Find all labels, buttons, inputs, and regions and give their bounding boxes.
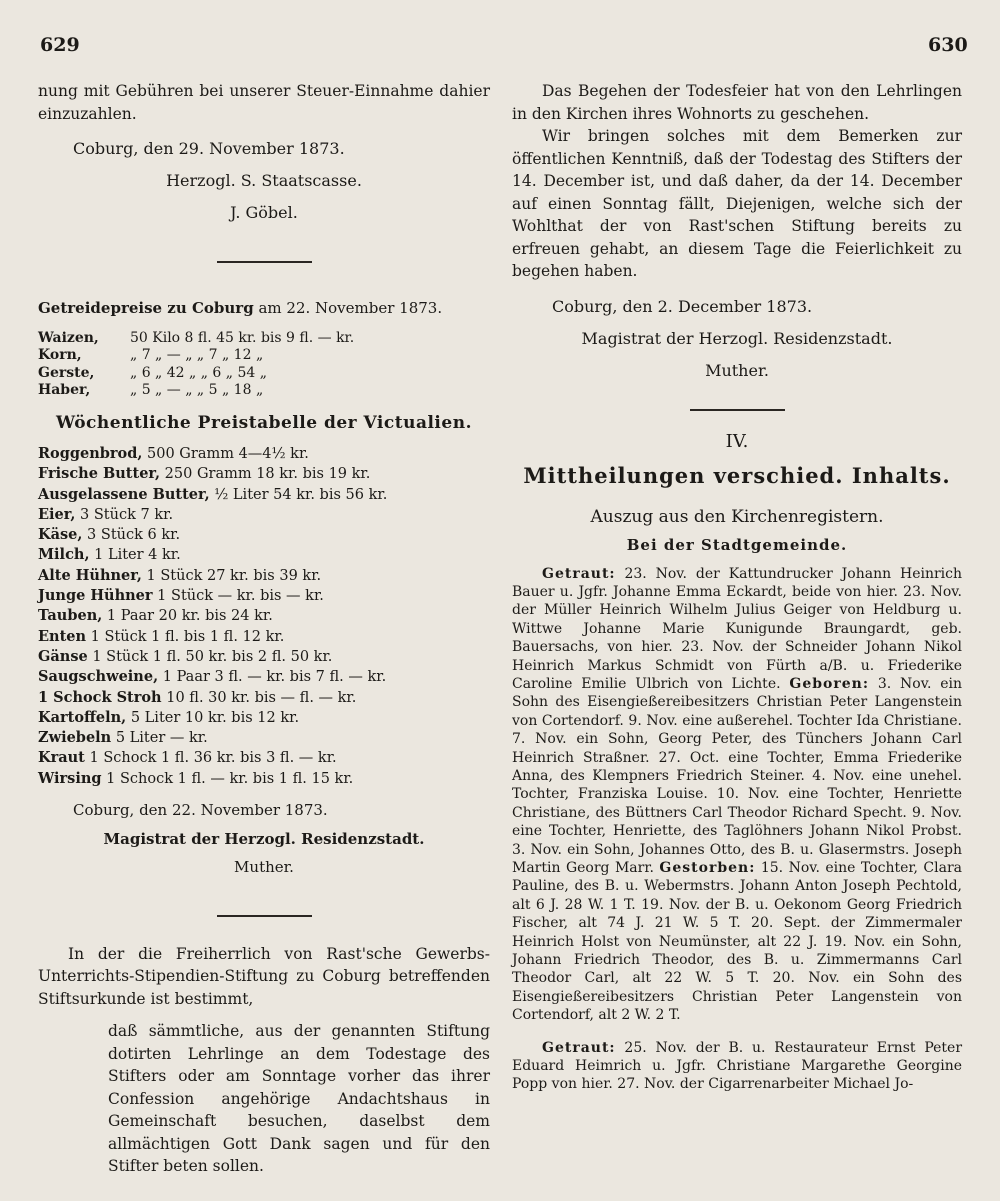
church-register-entry (512, 1039, 962, 1094)
grain-row: Haber, „ 5 „ — „ „ 5 „ 18 „ (38, 382, 264, 398)
victual-item: Ausgelassene Butter, ½ Liter 54 kr. bis 56 kr. (38, 485, 388, 503)
right-column (512, 80, 962, 1094)
victual-item: Kraut 1 Schock 1 fl. 36 kr. bis 3 fl. — kr. (38, 749, 337, 767)
parish-heading: Bei der Stadtgemeinde. (626, 536, 848, 554)
stiftung-paragraph: In der die Freiherrlich von Rast'sche Gewerbs-Unterrichts-Stipendien-Stiftung zu Coburg betreffenden Stiftsurkunde ist bestimmt, (38, 944, 490, 1008)
victual-item: Käse, 3 Stück 6 kr. (38, 526, 181, 544)
section-number: IV. (725, 430, 749, 452)
victual-item: Kartoffeln, 5 Liter 10 kr. bis 12 kr. (38, 708, 300, 726)
date-line: Coburg, den 29. November 1873. (73, 139, 345, 158)
victual-item: 1 Schock Stroh 10 fl. 30 kr. bis — fl. — kr. (38, 688, 357, 706)
grain-row: Waizen, 50 Kilo 8 fl. 45 kr. bis 9 fl. — kr. (38, 329, 355, 346)
left-column (38, 80, 490, 1193)
victual-item: Roggenbrod, 500 Gramm 4—4½ kr. (38, 445, 309, 462)
notice-paragraph: Wir bringen solches mit dem Bemerken zur öffentlichen Kenntniß, daß der Todestag des Stifters der 14. December ist, und daß daher, da der 14. December auf einen Sonntag fällt, Diejenigen, welche sich der Wohlthat der von Rast'schen Stiftung bereits zu erfreuen gehabt, an diesem Tage die Feierlichkeit zu begehen haben. (512, 127, 962, 280)
victual-item: Wirsing 1 Schock 1 fl. — kr. bis 1 fl. 15 kr. (38, 769, 354, 787)
grain-title-date: am 22. November 1873. (258, 299, 443, 317)
grain-row: Korn, „ 7 „ — „ „ 7 „ 12 „ (38, 347, 264, 363)
continuation-paragraph: Das Begehen der Todesfeier hat von den Lehrlingen in den Kirchen ihres Wohnorts zu geschehen. (512, 82, 962, 123)
victual-item: Eier, 3 Stück 7 kr. (38, 505, 174, 523)
victual-item: Frische Butter, 250 Gramm 18 kr. bis 19 kr. (38, 465, 371, 483)
died-label: Gestorben: (659, 860, 756, 876)
born-text: 3. Nov. ein Sohn des Eisengießereibesitzers Christian Peter Langenstein von Cortendorf. 9. Nov. eine außerehel. Tochter Ida Christiane. 7. Nov. ein Sohn, Georg Peter, des Tünchers Johann Carl Heinrich Straßner. 27. Oct. eine Tochter, Emma Friederike Anna, des Klempners Friedrich Steiner. 4. Nov. eine unehel. Tochter, Franziska Louise. 10. Nov. eine Tochter, Henriette Christiane, des Büttners Carl Theodor Richard Specht. 9. Nov. eine Tochter, Henriette, des Taglöhners Johann Nikol Probst. 3. Nov. ein Sohn, Johannes Otto, des B. u. Glasermstrs. Joseph Martin Georg Marr. (512, 675, 962, 876)
grain-title: Getreidepreise zu Coburg (38, 299, 254, 317)
grain-price-table (38, 330, 490, 400)
divider (217, 915, 312, 917)
section-title: Mittheilungen verschied. Inhalts. (523, 463, 951, 488)
signer-name: Muther. (234, 858, 294, 877)
victual-item: Saugschweine, 1 Paar 3 fl. — kr. bis 7 fl. — kr. (38, 668, 387, 686)
divider (217, 261, 312, 263)
married-label: Getraut: (542, 1039, 616, 1056)
victual-item: Junge Hühner 1 Stück — kr. bis — kr. (38, 587, 324, 605)
born-label: Geboren: (789, 675, 870, 692)
died-text: 15. Nov. eine Tochter, Clara Pauline, des B. u. Webermstrs. Johann Anton Joseph Pechtold, alt 6 J. 28 W. 1 T. 19. Nov. der B. u. Oekonom Georg Friedrich Fischer, alt 74 J. 21 W. 5 T. 20. Sept. der Zimmermaler Heinrich Holst von Neumünster, alt 22 J. 19. Nov. ein Sohn, Johann Friedrich Theodor, des B. u. Zimmermanns Carl Theodor Carl, alt 22 W. 5 T. 20. Nov. ein Sohn des Eisengießereibesitzers Christian Peter Langenstein von Cortendorf, alt 2 W. 2 T. (512, 860, 963, 1024)
page-number-right: 630 (928, 34, 968, 56)
intro-paragraph: nung mit Gebühren bei unserer Steuer-Einnahme dahier einzuzahlen. (38, 82, 490, 123)
divider (690, 409, 785, 411)
signer-name: Muther. (705, 360, 769, 380)
victual-item: Milch, 1 Liter 4 kr. (38, 546, 181, 564)
subsection-title: Auszug aus den Kirchenregistern. (590, 506, 884, 527)
date-line: Coburg, den 22. November 1873. (73, 801, 328, 820)
married-text: 25. Nov. der B. u. Restaurateur Ernst Peter Eduard Heimrich u. Jgfr. Christiane Margarethe Georgine Popp von hier. 27. Nov. der Cigarrenarbeiter Michael Jo- (512, 1039, 963, 1093)
office-line: Magistrat der Herzogl. Residenzstadt. (103, 829, 425, 848)
victual-item: Gänse 1 Stück 1 fl. 50 kr. bis 2 fl. 50 kr. (38, 647, 333, 665)
grain-row: Gerste, „ 6 „ 42 „ „ 6 „ 54 „ (38, 364, 268, 381)
office-line: Magistrat der Herzogl. Residenzstadt. (581, 328, 893, 348)
victual-item: Zwiebeln 5 Liter — kr. (38, 729, 208, 747)
victual-table-title: Wöchentliche Preistabelle der Victualien. (56, 412, 472, 433)
victual-item: Alte Hühner, 1 Stück 27 kr. bis 39 kr. (38, 566, 322, 584)
grain-prices-heading (38, 297, 490, 320)
victual-price-list (38, 444, 490, 789)
date-line: Coburg, den 2. December 1873. (552, 296, 813, 316)
married-text: 23. Nov. der Kattundrucker Johann Heinrich Bauer u. Jgfr. Johanne Emma Eckardt, beide von hier. 23. Nov. der Müller Heinrich Wilhelm Julius Geiger von Heldburg u. Wittwe Johanne Marie Kunigunde Braungardt, geb. Bauersachs, von hier. 23. Nov. der Schneider Johann Nikol Heinrich Markus Schmidt von Fürth a/B. u. Friederike Caroline Emilie Ulbrich von Lichte. (512, 565, 962, 692)
signer-name: J. Göbel. (230, 203, 298, 222)
page-number-left: 629 (40, 34, 80, 56)
married-label: Getraut: (542, 565, 616, 582)
victual-item: Enten 1 Stück 1 fl. bis 1 fl. 12 kr. (38, 627, 285, 645)
victual-item: Tauben, 1 Paar 20 kr. bis 24 kr. (38, 607, 273, 625)
office-line: Herzogl. S. Staatscasse. (166, 171, 362, 190)
quoted-provision: daß sämmtliche, aus der genannten Stiftung dotirten Lehrlinge an dem Todestage des Stifters oder am Sonntage vorher das ihrer Confession angehörige Andachtshaus in Gemeinschaft besuchen, daselbst dem allmächtigen Gott Dank sagen und für den Stifter beten sollen. (108, 1022, 490, 1176)
church-register-entry (512, 565, 962, 1025)
